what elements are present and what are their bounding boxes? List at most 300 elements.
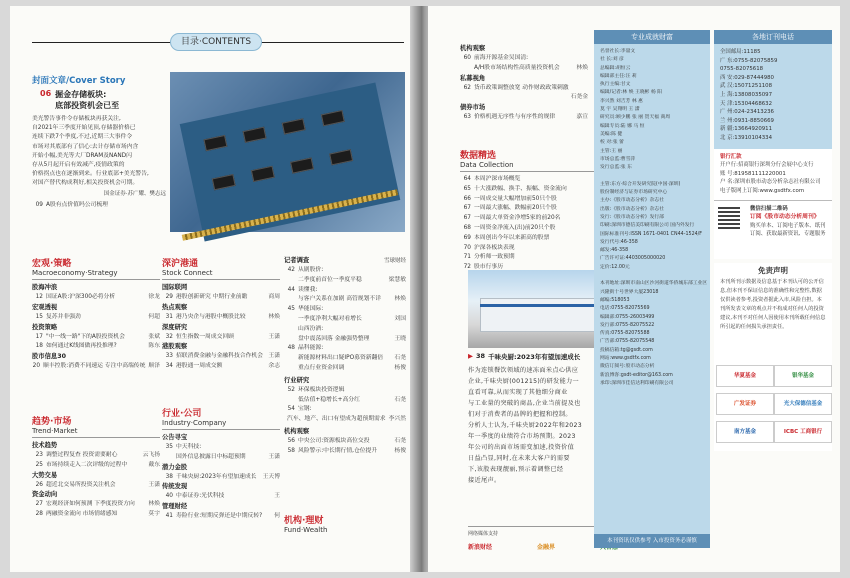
masthead-line: 新浪博客:gsdt-editor@163.com — [600, 372, 673, 378]
masthead-line — [600, 172, 704, 180]
toc-item-author: 李兴然 — [388, 416, 406, 423]
feature-body-line: 企业,千味央厨(001215)的研发能力一 — [468, 378, 579, 385]
toc-item[interactable] — [32, 500, 160, 510]
toc-item-author: 石尧 — [394, 437, 406, 444]
subscribe-line: 全国邮局:11185 — [720, 49, 761, 55]
macro-list — [32, 283, 160, 372]
toc-item-page: 54 — [287, 406, 295, 413]
toc-item-page: 70 — [463, 244, 471, 251]
toc-item-page: 28 — [35, 511, 43, 518]
masthead-line: 主办:《股市动态分析》杂志社 — [600, 198, 664, 204]
toc-item-author: 王潇 — [268, 453, 280, 460]
media-support-label: 网络媒体支持 — [468, 531, 499, 537]
toc-item[interactable] — [284, 276, 406, 286]
toc-item-author: 戴东 — [148, 461, 160, 468]
toc-item[interactable] — [460, 93, 588, 103]
toc-item-title: 重点行业资金回调 — [298, 364, 345, 371]
right-page — [428, 6, 840, 572]
toc-item-title: 千味央厨:2023年有望加速成长 — [176, 473, 257, 480]
report-heading: 记者调查 — [284, 257, 310, 264]
masthead-line: 编辑部主任:汪 莉 — [600, 73, 637, 79]
toc-item-title: 风险警示:中长期行情,仓位提升 — [298, 447, 378, 454]
toc-item-title: 沪深各板块表现 — [474, 244, 515, 251]
masthead-line: 编辑专员:陆 娜 马 恒 — [600, 123, 645, 129]
toc-item[interactable] — [460, 204, 610, 214]
report-list-2 — [284, 386, 406, 425]
toc-item-title: 宝钢: — [298, 406, 312, 413]
feature-body-line: 日益凸显,同时,在未来大客户的需要 — [468, 455, 570, 462]
toc-item-page: 72 — [463, 264, 471, 271]
toc-item[interactable] — [460, 64, 588, 74]
sponsor-logo[interactable]: 南方基金 — [716, 421, 774, 443]
toc-item[interactable] — [162, 313, 280, 323]
toc-item[interactable] — [162, 352, 280, 362]
masthead-line: 市场总监:曹雪萍 — [600, 156, 636, 162]
toc-item-page: 45 — [287, 306, 295, 313]
subscribe-line: 北 京:13910104334 — [720, 134, 773, 141]
toc-item[interactable] — [284, 325, 406, 335]
cover-body-line: 美光警告事件令存储板块再获关注, — [32, 116, 121, 122]
toc-item-page — [284, 364, 295, 374]
toc-item-author: 石尧 — [394, 355, 406, 362]
data-list — [460, 175, 610, 273]
masthead-line: 电话:0755-82075569 — [600, 306, 650, 312]
toc-item-title: 港股创新研究 中期行业前瞻 — [176, 294, 248, 300]
toc-item-page: 31 — [165, 313, 173, 320]
subscribe-head: 各地订刊电话 — [714, 30, 832, 44]
report-lead: 雪球财经 — [383, 258, 406, 264]
sponsor-logo[interactable]: ICBC 工商银行 — [774, 421, 832, 443]
toc-item[interactable] — [460, 113, 588, 123]
toc-item[interactable] — [460, 84, 588, 94]
cover-body-line: 存从5月起开启有效减产,疫情政策的 — [32, 162, 125, 169]
cover-story-title-2[interactable]: 底部投资机会已至 — [55, 101, 120, 110]
toc-item[interactable] — [284, 415, 406, 425]
toc-item-title: 读懂我: — [298, 286, 318, 293]
cover-body-line: 市场对其底部有了信心:去计存储市场内含 — [32, 143, 139, 150]
sponsor-logo[interactable]: 广发证券 — [716, 393, 774, 415]
toc-item-title: 顺丰控股:消费不同速运 专注中高端传统 — [43, 363, 146, 370]
report-section — [284, 256, 406, 457]
toc-item-author: 林焕 — [576, 64, 588, 71]
toc-item-title: 一周成交量大幅增加前50只个股 — [474, 195, 557, 202]
toc-item-author: 石尧 — [394, 396, 406, 403]
toc-item-title: 前海开源基金吴国清: — [474, 55, 529, 61]
toc-item-title: 国外信息披露日中标超预期 — [176, 453, 246, 460]
toc-subheading: 机构观察 — [460, 45, 486, 52]
toc-item-author: 梁慧敏 — [388, 276, 406, 283]
toc-item[interactable] — [284, 315, 406, 325]
masthead-line: 国际标准刊号:ISSN 1671-0401 CN44-1524/F — [600, 231, 703, 237]
toc-item-title: 两融资金流向 市场情绪感知 — [46, 511, 118, 518]
toc-item-title: 一周最大涨幅、跌幅前20只个股 — [474, 205, 557, 212]
feature-body-line: 分析人士认为,千味央厨2022年和2023 — [468, 422, 583, 429]
masthead-line: 名誉社长:李量文 — [600, 49, 636, 54]
toc-item-author: 刘国 — [394, 315, 406, 322]
feature-article: ▶ 38 千味央厨:2023年有望加速成长 作为连锁餐饮领域的速冻面米点心供应 企业,千味央厨(001215)的研发能力一 直看可靠,从而实现了其他细分商业 与工业量的突破的商品,企业当前提及也 们对于消费者的品牌的把握和控制。 分析人士认为,千味央厨2022年和2023 年一季度的业绩符合市场预期。2023 年公司的出面市场需变加速,投资价值 日益凸显,同时,在未来大客户的需要 下,该股表现靓丽,预示着调整已经 接近尾声。 — [468, 352, 618, 486]
toc-subheading: 深度研究 — [162, 323, 188, 331]
toc-item-page: 66 — [463, 195, 471, 202]
qr-code-icon — [718, 207, 740, 229]
masthead-line: 研究员:顾少鹏 张 丽 贺天福 商周 — [600, 115, 671, 121]
toc-item[interactable] — [284, 305, 406, 315]
trend-heading: 趋势·市场 — [32, 417, 72, 427]
masthead-line: 美编:陈 健 — [600, 131, 623, 137]
toc-item-page: 40 — [165, 493, 173, 500]
toc-item[interactable] — [32, 510, 160, 520]
industry-en: Industry·Company — [162, 419, 227, 427]
toc-item-title: 寿险行业:短期反弹还是中期反转? — [176, 513, 263, 520]
toc-item-title: 一周资金净流入(出)前20只个股 — [474, 224, 556, 231]
report-list-3 — [284, 437, 406, 457]
toc-item[interactable] — [162, 362, 280, 372]
toc-item-title: 调整过程复查 投资需要耐心 — [46, 452, 118, 458]
cover-body-line: 开始小幅,美光等大厂DRAM及NAND闪 — [32, 152, 132, 159]
masthead-lines — [594, 44, 710, 392]
toc-item-author: 商周 — [268, 294, 280, 300]
toc-item-page: 38 — [165, 473, 173, 480]
toc-item-author: 张斌 — [148, 333, 160, 340]
toc-item-title: 市场持续走入二次评级的过程中 — [46, 461, 128, 468]
masthead-line: 股份制经济与证券市场研究中心 — [600, 190, 668, 196]
toc-item[interactable] — [284, 386, 406, 396]
masthead-line: 邮发:46-358 — [600, 248, 629, 254]
toc-item-page: 35 — [165, 444, 173, 450]
toc-item-page: 71 — [463, 254, 471, 261]
report-list — [284, 266, 406, 374]
toc-item-title: 招联消费金融与金融科技合作机会 — [176, 353, 263, 360]
masthead-head: 专业成就财富 — [594, 30, 710, 44]
toc-subheading: 港股观察 — [162, 343, 188, 351]
bank-line: 开户行:招商银行深圳分行会展中心支行 — [720, 162, 814, 169]
toc-item-page: 33 — [165, 353, 173, 360]
toc-item-author: 徐龙 — [148, 294, 160, 300]
toc-subheading: 宏观透视 — [32, 303, 58, 311]
sponsor-logos — [714, 361, 832, 451]
toc-item-author: 杨俊 — [394, 447, 406, 454]
toc-item-page: 20 — [32, 363, 41, 370]
masthead-line: 发行部:0755-82075522 — [600, 322, 655, 328]
toc-item[interactable] — [162, 492, 280, 502]
toc-item[interactable] — [162, 453, 280, 463]
sponsor-logo[interactable]: 华夏基金 — [716, 365, 774, 387]
toc-item-title: 如何通过K线图做再投推理? — [46, 343, 117, 350]
masthead-line: 编辑/记者:林 焕 王晓彬 杨 阳 — [600, 90, 663, 96]
macro-heading: 宏观·策略 — [32, 259, 72, 269]
masthead-line: 本刊地址:深圳市南山区沙河街道华侨城东部工业区 — [600, 281, 708, 287]
masthead-line: 发行总监:张 东 — [600, 165, 632, 171]
toc-subheading: 大势交易 — [32, 471, 58, 479]
toc-item-page: 23 — [35, 452, 43, 458]
masthead-footer: 本刊资讯仅供参考 入市投资务必谨慎 — [594, 534, 710, 548]
toc-item[interactable] — [32, 293, 160, 303]
toc-item[interactable] — [460, 253, 610, 263]
qr-head: 微信扫描二维码 — [750, 205, 788, 212]
toc-item-page: 64 — [463, 176, 471, 182]
masthead-line — [600, 272, 704, 280]
toc-item[interactable] — [284, 344, 406, 354]
toc-item-page: 34 — [165, 363, 173, 370]
subscribe-line: 兰 州:0931-8850669 — [720, 117, 774, 124]
subscribe-line: 武 汉:15071251108 — [720, 83, 773, 90]
left-page — [10, 6, 415, 572]
toc-item[interactable] — [284, 437, 406, 447]
trend-list — [32, 441, 160, 520]
feature-body-line: 年公司的出面市场需变加速,投资价值 — [468, 444, 575, 451]
toc-item[interactable] — [460, 195, 610, 205]
toc-item-title: 港股通一周成交额 — [176, 363, 223, 370]
toc-item-title: 复苏并非强劲 — [46, 313, 81, 320]
toc-item-title: 从剧股价: — [298, 267, 324, 273]
subscribe-line: 上 海:13808035097 — [720, 91, 773, 98]
toc-subheading: 国际联网 — [162, 284, 188, 291]
cover-body-line: 连续下跌7个季度,不过,近期三大事件令 — [32, 134, 133, 141]
masthead-line: 总编辑:胡恒云 — [600, 65, 631, 71]
toc-subheading: 热点观察 — [162, 303, 188, 311]
bank-lines — [720, 161, 826, 195]
toc-item-author: 何 — [274, 513, 280, 520]
toc-item-page: 48 — [287, 345, 295, 352]
stock-connect-section — [162, 256, 280, 372]
toc-item-page: 56 — [287, 437, 295, 444]
toc-item-page: 12 — [35, 294, 43, 300]
toc-item[interactable] — [32, 461, 160, 471]
toc-item-page: 67 — [463, 205, 471, 212]
toc-item-page: 67 — [463, 215, 471, 222]
subscribe-line: 广 州:024-23413236 — [720, 109, 774, 116]
cover-extra-item[interactable]: 09 A股有点价值吗公司梳理 — [35, 201, 108, 208]
toc-item-page: 60 — [463, 55, 471, 61]
toc-item-author: 余志 — [268, 363, 280, 370]
toc-item[interactable] — [162, 512, 280, 522]
toc-subheading: 公告寻宝 — [162, 434, 188, 441]
subscribe-lines — [714, 44, 832, 147]
toc-subheading: 潜力金股 — [162, 463, 188, 471]
subscribe-line: 广 东:0755-82075859 — [720, 57, 778, 64]
toc-item-author: 何超 — [148, 313, 160, 320]
toc-item-title: 本周沪深市场概览 — [474, 176, 521, 182]
toc-item-title: 中央公司:资源板块高位交投 — [298, 437, 370, 444]
cover-story-num: 06 — [40, 89, 52, 98]
toc-item[interactable] — [162, 333, 280, 343]
toc-item-title: 二季度前首位一季度平稳 — [298, 276, 362, 283]
toc-item[interactable] — [460, 175, 610, 185]
toc-item[interactable] — [32, 362, 160, 372]
stock-connect-list — [162, 283, 280, 372]
toc-item-title: 价格机遇无序性与有序性的规律 — [474, 114, 556, 121]
toc-item-page: 41 — [165, 513, 173, 520]
support-logo[interactable]: 金融界 — [536, 544, 555, 551]
masthead-column — [594, 30, 710, 548]
toc-item-title: 货币政策调整放宽 动作财政政策刺激 — [474, 84, 569, 91]
bank-line: 账 号:819581111220001 — [720, 170, 786, 177]
toc-item-title: 盘中震荡回落 金融强势整理 — [298, 335, 370, 342]
toc-item[interactable] — [460, 54, 588, 64]
feature-body-line: 直看可靠,从而实现了其他细分商业 — [468, 389, 568, 396]
sponsor-logo[interactable]: 光大保德信基金 — [774, 393, 832, 415]
toc-item-author: 王天博 — [262, 473, 280, 480]
feature-body-line: 作为连锁餐饮领域的速冻面米点心供应 — [468, 367, 579, 374]
toc-item[interactable] — [460, 244, 610, 254]
toc-item-page: 17 — [35, 333, 43, 340]
toc-subheading: 股海冲浪 — [32, 284, 58, 291]
toc-subheading: 资金动向 — [32, 491, 58, 499]
feature-num: 38 — [476, 352, 486, 360]
stock-connect-heading: 深沪港通 — [162, 259, 199, 269]
toc-item[interactable] — [284, 335, 406, 345]
toc-item-author: 王晓 — [394, 335, 406, 342]
toc-item-author: 王潇 — [268, 333, 280, 340]
toc-item-page — [284, 335, 295, 345]
toc-subheading: 技术趋势 — [32, 442, 58, 449]
toc-item-title: 十大涨跌幅、换手、振幅、资金流向 — [474, 185, 567, 192]
toc-item[interactable] — [32, 481, 160, 491]
toc-item[interactable] — [460, 234, 610, 244]
toc-item-title: 本周创出今年以来新高的股票 — [474, 234, 550, 241]
masthead-line: 发行代号:46-358 — [600, 239, 638, 245]
toc-item-page: 58 — [287, 447, 295, 454]
toc-item-page: 69 — [463, 234, 471, 241]
toc-item-author: 云飞扬 — [142, 452, 160, 458]
masthead-line: 出版:《股市动态分析》杂志社 — [600, 206, 664, 212]
bank-head: 银行汇款 — [720, 153, 742, 160]
toc-item[interactable] — [284, 354, 406, 364]
cover-body-line: 对国产替代构成利好,相关投资机会可期。 — [32, 180, 139, 187]
data-section — [460, 148, 610, 273]
masthead-line: 承印:深圳市佳信达利印刷有限公司 — [600, 380, 674, 386]
toc-item-author: 嘉宣 — [576, 114, 588, 121]
toc-item[interactable] — [284, 447, 406, 457]
toc-item-title: 新能源材料出口疑IPO募资新翻倍 — [298, 355, 384, 362]
toc-item[interactable] — [284, 266, 406, 276]
toc-item[interactable] — [32, 313, 160, 323]
support-logo[interactable]: 新浪财经 — [468, 544, 493, 551]
toc-item[interactable] — [460, 224, 610, 234]
toc-item-title: 港乃央企与港股中概股比较 — [176, 313, 246, 320]
toc-item-page: 42 — [287, 267, 295, 273]
toc-item[interactable] — [32, 333, 160, 343]
toc-item-page — [284, 325, 295, 335]
feature-title[interactable]: 千味央厨:2023年有望加速成长 — [488, 353, 581, 361]
toc-subheading: 股市信息30 — [32, 353, 66, 361]
toc-subheading: 债券市场 — [460, 104, 486, 112]
toc-item-page: 52 — [287, 386, 295, 393]
toc-item-author: 杨俊 — [394, 364, 406, 371]
masthead-line: 微信订阅号:股市动态分析 — [600, 364, 655, 370]
disclaimer-head: 免责声明 — [758, 265, 788, 275]
subscribe-line: 天 津:15304468632 — [720, 100, 773, 107]
toc-item[interactable] — [284, 295, 406, 305]
cover-story-section — [32, 74, 166, 210]
toc-item-author: 林焕 — [394, 296, 406, 303]
toc-item-author: 王 — [274, 493, 280, 500]
toc-item[interactable] — [32, 342, 160, 352]
masthead-line: 定价:12.00元 — [600, 264, 630, 270]
toc-item-page: 26 — [35, 481, 43, 488]
toc-item-page: 68 — [463, 224, 471, 231]
masthead-line: 发行:《股市动态分析》发行部 — [600, 214, 664, 220]
toc-subheading: 私募视角 — [460, 74, 486, 82]
fund-continued — [460, 44, 588, 123]
toc-item-title: 一周最大单资金净增5家的前20名 — [474, 215, 561, 222]
fund-en: Fund·Wealth — [284, 526, 328, 534]
masthead-line: 莫 宇 吴翔明 王 潇 — [600, 107, 640, 113]
toc-item-author: 顺泽 — [148, 363, 160, 370]
sponsor-logo[interactable]: 银华基金 — [774, 365, 832, 387]
data-en: Data Collection — [460, 161, 514, 169]
toc-item[interactable] — [162, 443, 280, 453]
toc-item-title: 低估值+稳增长+高分红 — [298, 396, 360, 403]
toc-item-author: 林焕 — [268, 313, 280, 320]
toc-item-page — [284, 276, 295, 286]
industry-heading: 行业·公司 — [162, 409, 202, 419]
bank-line: 户 名:深圳市股市动态分析杂志社有限公司 — [720, 179, 821, 186]
toc-item-title: 一季度净利大幅对看增长 — [298, 315, 362, 322]
toc-item-title: 国证A股:沪深300必将分析 — [46, 294, 116, 300]
toc-item[interactable] — [460, 185, 610, 195]
trend-section — [32, 414, 160, 520]
toc-item[interactable] — [284, 396, 406, 406]
fund-section — [284, 513, 406, 536]
qr-red[interactable]: 订阅《股市动态分析周刊》 — [750, 214, 820, 221]
toc-item[interactable] — [284, 405, 406, 415]
toc-item-page — [284, 315, 295, 325]
cover-story-body — [32, 115, 166, 189]
toc-item-title: 与客户关系在加剧 高管规划不详 — [298, 296, 381, 303]
toc-item-author: 林焕 — [148, 501, 160, 508]
toc-item[interactable] — [284, 364, 406, 374]
toc-item[interactable] — [460, 214, 610, 224]
industry-section — [162, 406, 280, 522]
masthead-line: 李兴然 刘吉芳 林 惠 — [600, 98, 643, 104]
bank-line: 电子版网上订阅:www.gsdtfx.com — [720, 187, 805, 194]
toc-item-title: 恒生指数一周成交回顾 — [176, 333, 234, 340]
toc-item-title: 股市行事历 — [474, 264, 503, 271]
feature-body-line: 接近尾声。 — [468, 477, 501, 484]
subscribe-line: 0755-82075618 — [720, 66, 764, 73]
masthead-line: 投稿信箱:tg@gsdt.com — [600, 347, 653, 353]
toc-item-page: 29 — [165, 294, 173, 300]
toc-item-author: 王潇 — [268, 353, 280, 360]
toc-item-title: A/H股市场结构性高质量投资机会 — [474, 64, 560, 71]
cover-story-title-1[interactable]: 掘金存储板块: — [55, 90, 107, 99]
toc-item-title: 宏观经济如何预测 下季度投资方向 — [46, 501, 135, 508]
toc-item-page: 62 — [463, 84, 471, 91]
toc-item[interactable] — [284, 286, 406, 296]
toc-item-page: 65 — [463, 185, 471, 192]
toc-item-title: 超近北交易所投资关注机会 — [46, 481, 116, 488]
toc-item-title — [474, 93, 568, 103]
subscribe-column — [714, 30, 832, 548]
masthead-line: 兴隆街十号世界大厦23018 — [600, 289, 659, 295]
toc-item-page: 25 — [35, 461, 43, 468]
toc-item-page: 44 — [287, 286, 295, 293]
toc-item-title: 山西汾酒: — [298, 325, 324, 332]
toc-item[interactable] — [32, 451, 160, 461]
qr-text: 购买单本、订阅电子版本、纸刊订阅、获取最新资讯、专题服务 — [750, 222, 826, 238]
toc-title: 目录·CONTENTS — [170, 33, 262, 51]
toc-item-title: "中一线一路"下的A股投资机会 — [46, 333, 125, 340]
toc-item[interactable] — [162, 473, 280, 483]
masthead-line: 主管:东方·综合开发研究院(中国·深圳) — [600, 181, 681, 187]
toc-item-author: 陈东 — [148, 343, 160, 350]
toc-item[interactable] — [162, 293, 280, 303]
toc-item-title: 华能国际: — [298, 306, 324, 313]
toc-item-page — [162, 453, 173, 463]
feature-body-line: 与工业量的突破的商品,企业当前提及也 — [468, 400, 581, 407]
subscribe-line: 新 疆:13664920911 — [720, 126, 773, 133]
cover-story-author: 国金证券·苏广耀、樊志远 — [103, 190, 166, 197]
